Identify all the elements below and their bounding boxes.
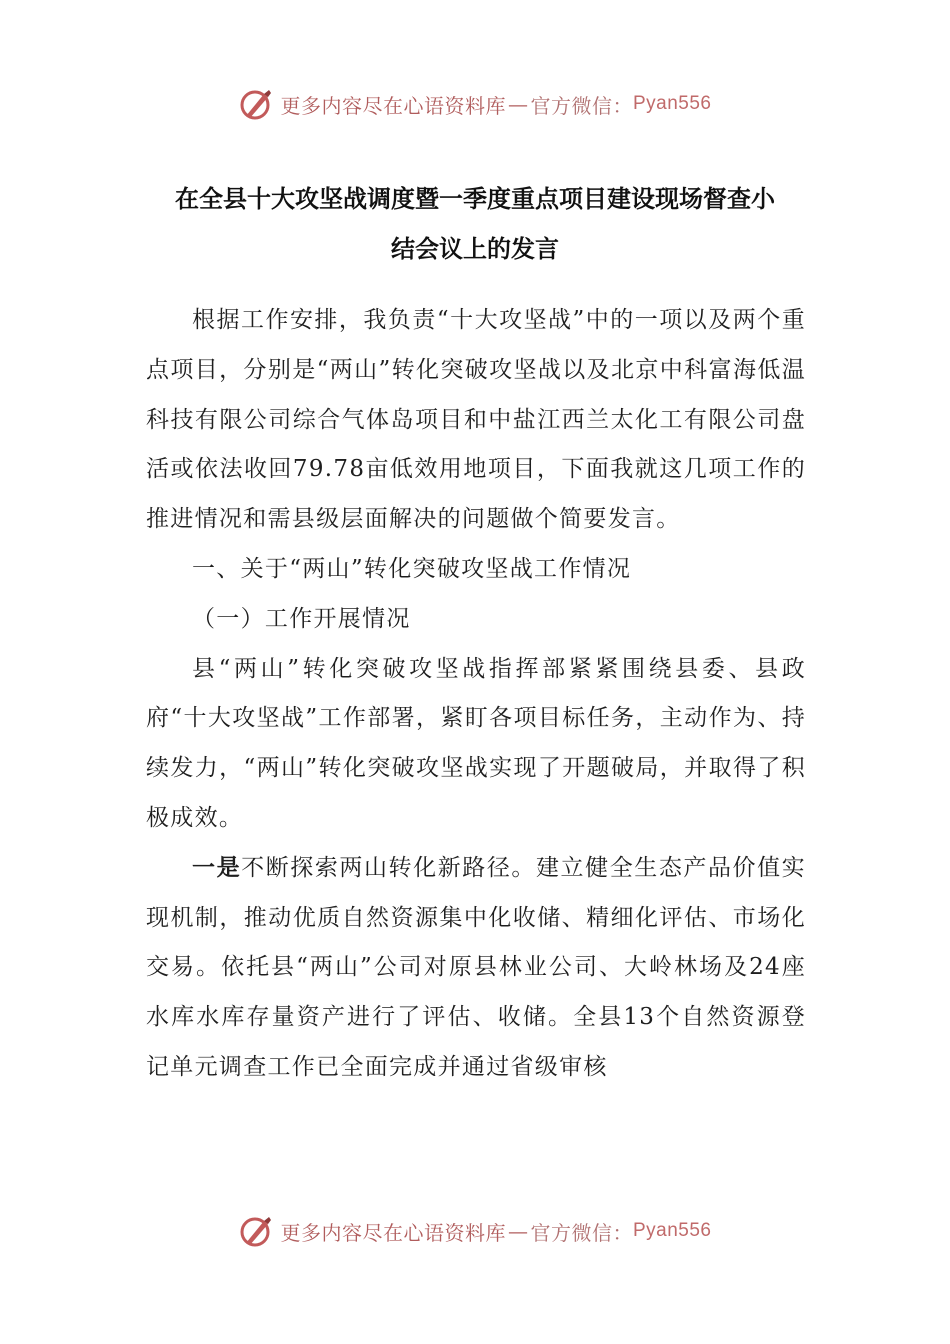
subsection-1-heading: （一）工作开展情况 bbox=[192, 605, 411, 632]
footer-watermark bbox=[0, 1211, 950, 1251]
point-1-body: 不断探索两山转化新路径。建立健全生态产品价值实现机制，推动优质自然资源集中化收储、精细化评估、市场化交易。依托县“两山”公司对原县林业公司、大岭林场及24座水库水库存量资产进行了评估、收储。全县13个自然资源登记单元调查工作已全面完成并通过省级审核 bbox=[146, 854, 806, 1080]
section-1-heading: 一、关于“两山”转化突破攻坚战工作情况 bbox=[192, 555, 632, 582]
subsection-1-body: 县“两山”转化突破攻坚战指挥部紧紧围绕县委、县政府“十大攻坚战”工作部署，紧盯各项目标任务，主动作为、持续发力，“两山”转化突破攻坚战实现了开题破局，并取得了积极成效。 bbox=[146, 655, 806, 831]
watermark-separator: — bbox=[507, 1219, 529, 1243]
title-line-2: 结会议上的发言 bbox=[391, 235, 559, 263]
document-body bbox=[146, 296, 806, 1093]
point-1-paragraph bbox=[146, 844, 806, 1093]
point-1-lead: 一是 bbox=[192, 854, 242, 881]
pen-circle-logo-icon bbox=[238, 1213, 274, 1249]
watermark-wechat-label: 官方微信： bbox=[530, 93, 633, 118]
intro-paragraph: 根据工作安排，我负责“十大攻坚战”中的一项以及两个重点项目，分别是“两山”转化突破攻坚战以及北京中科富海低温科技有限公司综合气体岛项目和中盐江西兰太化工有限公司盘活或依法收回79.78亩低效用地项目，下面我就这几项工作的推进情况和需县级层面解决的问题做个简要发言。 bbox=[146, 307, 806, 533]
watermark-site-text: 更多内容尽在心语资料库 bbox=[280, 93, 506, 118]
watermark-wechat-id: Pyan556 bbox=[632, 93, 712, 114]
watermark-wechat-id: Pyan556 bbox=[632, 1220, 712, 1241]
document-title bbox=[150, 174, 800, 274]
pen-circle-logo-icon bbox=[238, 86, 274, 122]
header-watermark bbox=[0, 84, 950, 124]
watermark-separator: — bbox=[507, 92, 529, 116]
watermark-wechat-label: 官方微信： bbox=[530, 1220, 633, 1245]
title-line-1: 在全县十大攻坚战调度暨一季度重点项目建设现场督查小 bbox=[175, 185, 775, 213]
watermark-site-text: 更多内容尽在心语资料库 bbox=[280, 1220, 506, 1245]
